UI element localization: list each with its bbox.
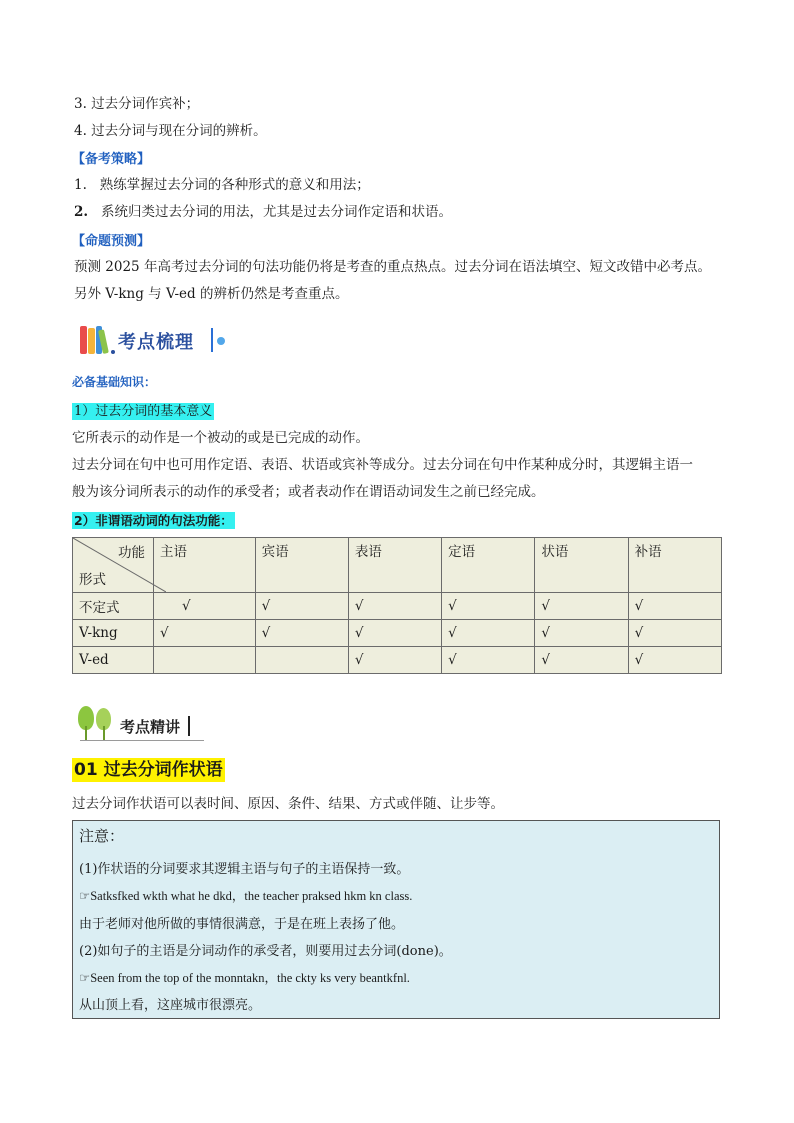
dot-icon	[217, 337, 225, 345]
text-cursor	[211, 328, 213, 352]
strategy-item-2	[74, 202, 452, 222]
note-line: (2)如句子的主语是分词动作的承受者，则要用过去分词(done)。	[79, 944, 452, 959]
strategy-item-number: 1.	[74, 177, 87, 193]
strategy-item-number: 2.	[74, 204, 89, 220]
detail-banner-title: 考点精讲	[120, 718, 181, 736]
review-banner-title: 考点梳理	[118, 332, 194, 353]
forecast-heading: 【命题预测】	[72, 234, 151, 249]
strategy-item-text: 系统归类过去分词的用法，尤其是过去分词作定语和状语。	[100, 204, 452, 220]
strategy-item-text: 熟练掌握过去分词的各种形式的意义和用法；	[99, 177, 370, 193]
function-heading-text: 2）非谓语动词的句法功能：	[74, 513, 233, 528]
section-intro: 过去分词作状语可以表时间、原因、条件、结果、方式或伴随、让步等。	[72, 796, 504, 812]
table-cell: √	[348, 647, 441, 674]
note-title: 注意：	[79, 827, 125, 845]
table-header-row	[73, 538, 722, 593]
table-column-header: 补语	[628, 538, 721, 593]
table-cell: √	[442, 620, 535, 647]
basic-meaning-heading-text: 1）过去分词的基本意义	[74, 404, 213, 419]
table-column-header: 定语	[442, 538, 535, 593]
table-cell: √	[535, 593, 628, 620]
note-translation: 由于老师对他所做的事情很满意，于是在班上表扬了他。	[79, 917, 405, 932]
table-cell: √	[442, 593, 535, 620]
intro-item-3: 3. 过去分词作宾补；	[74, 96, 200, 112]
table-cell: √	[348, 620, 441, 647]
table-row-label: V-ed	[73, 647, 154, 674]
table-cell: √	[154, 593, 256, 620]
table-cell: √	[628, 647, 721, 674]
table-column-header: 状语	[535, 538, 628, 593]
table-row-label: 不定式	[73, 593, 154, 620]
section-title: 01 过去分词作状语	[74, 760, 223, 780]
table-cell: √	[535, 647, 628, 674]
table-row	[73, 620, 722, 647]
note-line: (1)作状语的分词要求其逻辑主语与句子的主语保持一致。	[79, 862, 410, 877]
table-column-header: 宾语	[255, 538, 348, 593]
review-banner	[78, 322, 228, 356]
table-cell: √	[628, 620, 721, 647]
table-cell: √	[154, 620, 256, 647]
basic-meaning-line-2: 过去分词在句中也可用作定语、表语、状语或宾补等成分。过去分词在句中作某种成分时，其逻辑主语一	[72, 457, 693, 473]
note-translation: 从山顶上看，这座城市很漂亮。	[79, 998, 262, 1013]
table-cell: √	[348, 593, 441, 620]
basics-label: 必备基础知识：	[72, 375, 157, 389]
corner-bottom-label: 形式	[79, 572, 106, 588]
table-cell	[154, 647, 256, 674]
detail-banner	[74, 704, 204, 742]
table-cell: √	[442, 647, 535, 674]
note-box	[72, 820, 720, 1019]
table-column-header: 主语	[154, 538, 256, 593]
table-corner-cell	[73, 538, 154, 593]
function-heading	[72, 511, 235, 529]
table-cell: √	[255, 593, 348, 620]
strategy-item-1	[74, 175, 370, 195]
table-cell: √	[535, 620, 628, 647]
note-example: ☞Satksfked wkth what he dkd，the teacher praksed hkm kn class.	[79, 889, 413, 903]
text-cursor	[188, 716, 190, 736]
strategy-heading: 【备考策略】	[72, 152, 151, 167]
table-column-header: 表语	[348, 538, 441, 593]
basic-meaning-line-3: 般为该分词所表示的动作的承受者；或者表动作在谓语动词发生之前已经完成。	[72, 484, 545, 500]
function-table	[72, 537, 722, 674]
basic-meaning-line-1: 它所表示的动作是一个被动的或是已完成的动作。	[72, 430, 369, 446]
table-cell	[255, 647, 348, 674]
table-cell: √	[628, 593, 721, 620]
forecast-line-1: 预测 2025 年高考过去分词的句法功能仍将是考查的重点热点。过去分词在语法填空、短文改错中必考点。	[74, 259, 711, 275]
corner-top-label: 功能	[118, 545, 145, 561]
table-row	[73, 647, 722, 674]
table-cell: √	[255, 620, 348, 647]
intro-item-4: 4. 过去分词与现在分词的辨析。	[74, 123, 267, 139]
forecast-line-2: 另外 V-kng 与 V-ed 的辨析仍然是考查重点。	[74, 286, 349, 302]
table-row	[73, 593, 722, 620]
banner-underline	[80, 740, 204, 741]
basic-meaning-heading	[72, 400, 214, 419]
note-example: ☞Seen from the top of the monntakn，the ckty ks very beantkfnl.	[79, 971, 410, 985]
table-row-label: V-kng	[73, 620, 154, 647]
